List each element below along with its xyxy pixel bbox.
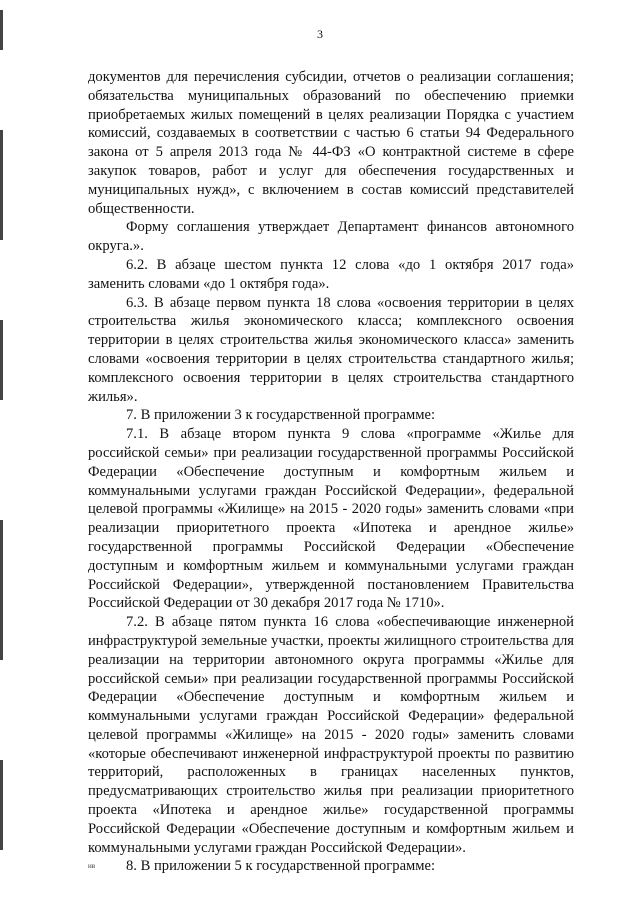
paragraph-continuation: документов для перечисления субсидии, отчетов о реализации соглашения; обязательства муниципальных образований по обеспечению приемки приобретаемых жилых помещений в целях реализации Порядка с участием комиссий, создаваемых в соответствии с частью 6 статьи 94 Федерального закона от 5 апреля 2013 года № 44-ФЗ «О контрактной системе в сфере закупок товаров, работ и услуг для обеспечения государственных и муниципальных нужд», с включением в состав комиссий представителей общественности. — [88, 69, 574, 217]
paragraph-7-2: 7.2. В абзаце пятом пункта 16 слова «обеспечивающие инженерной инфраструктурой земельные участки, проекты жилищного строительства для реализации на территории автономного округа программы «Жилье для российской семьи» при реализации государственной программы Российской Федерации «Обеспечение доступным и комфортным жильем и коммунальными услугами граждан Российской Федерации» федеральной целевой программы «Жилище» на 2015 - 2020 годы» заменить словами «которые обеспечивают инженерной инфраструктурой проекты по развитию территорий, расположенных в границах населенных пунктов, предусматривающих строительство жилья при реализации приоритетного проекта «Ипотека и арендное жилье» государственной программы Российской Федерации «Обеспечение доступным и комфортным жильем и коммунальными услугами граждан Российской Федерации». — [88, 614, 574, 856]
paragraph-8: 8. В приложении 5 к государственной программе: — [126, 858, 436, 875]
page-number: 3 — [317, 27, 323, 41]
scan-edge-mark — [0, 320, 3, 400]
document-body — [88, 68, 574, 876]
footer-code: нв — [88, 862, 96, 870]
paragraph-6-2: 6.2. В абзаце шестом пункта 12 слова «до 1 октября 2017 года» заменить словами «до 1 октября года». — [88, 256, 574, 292]
scan-edge-mark — [0, 520, 3, 660]
paragraph-7-1: 7.1. В абзаце втором пункта 9 слова «программе «Жилье для российской семьи» при реализации государственной программы Российской Федерации «Обеспечение доступным и комфортным жильем и коммунальными услугами граждан Российской Федерации», федеральной целевой программы «Жилище» на 2015 - 2020 годы» заменить словами «при реализации приоритетного проекта «Ипотека и арендное жилье» государственной программы Российской Федерации «Обеспечение доступным и комфортным жильем и коммунальными услугами граждан Российской Федерации», утвержденной постановлением Правительства Российской Федерации от 30 декабря 2017 года № 1710». — [88, 426, 574, 612]
scan-edge-mark — [0, 760, 3, 850]
paragraph-agreement-form: Форму соглашения утверждает Департамент финансов автономного округа.». — [88, 219, 574, 255]
paragraph-6-3: 6.3. В абзаце первом пункта 18 слова «освоения территории в целях строительства жилья экономического класса; комплексного освоения территории в целях строительства жилья экономического класса» заменить словами «освоения территории в целях строительства стандартного жилья; комплексного освоения территории в целях строительства стандартного жилья». — [88, 294, 574, 405]
paragraph-7: 7. В приложении 3 к государственной программе: — [126, 407, 436, 424]
scan-edge-mark — [0, 130, 3, 240]
